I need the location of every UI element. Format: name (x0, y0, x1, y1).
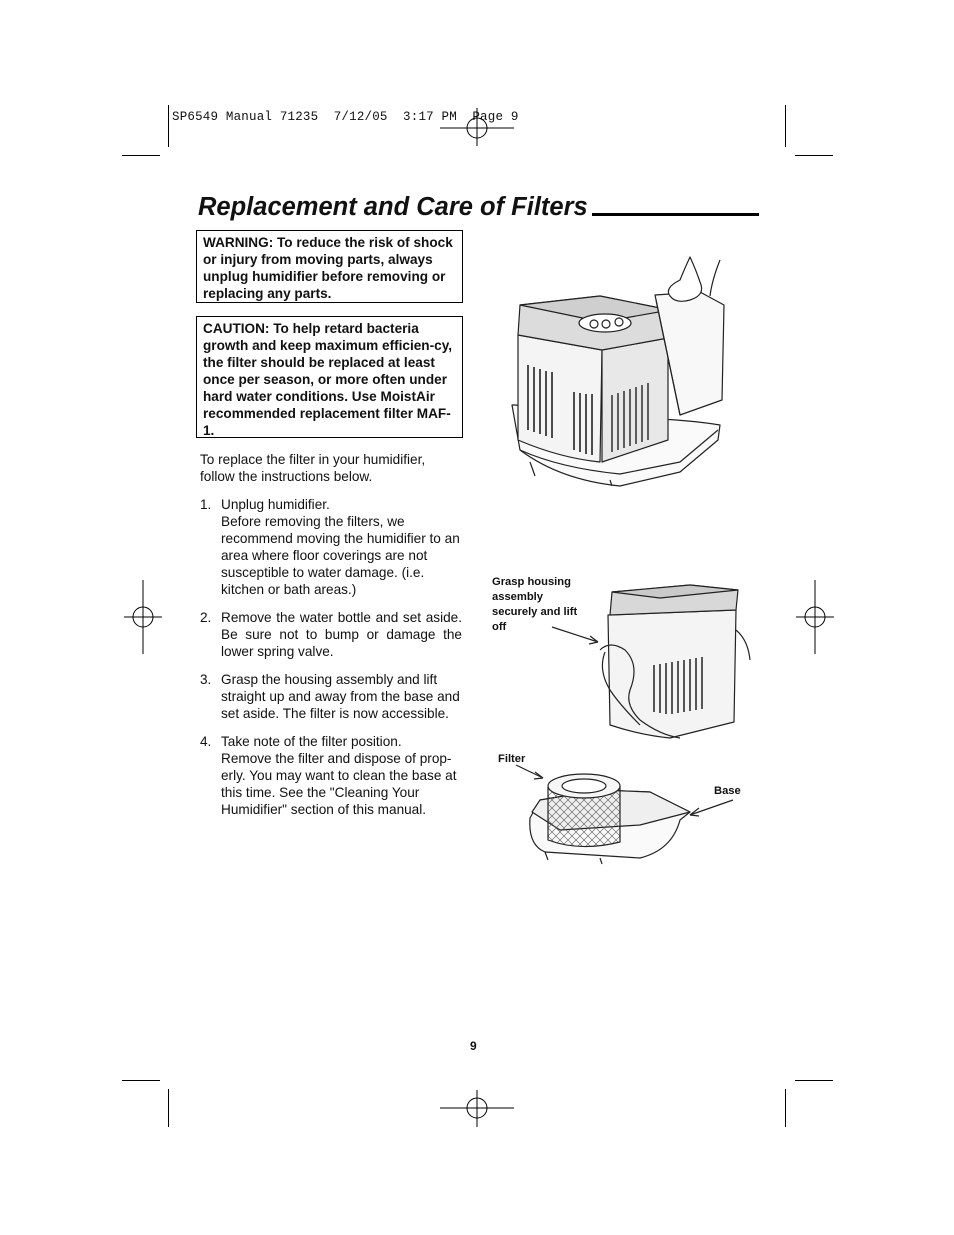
intro-text: To replace the filter in your humidifier, follow the instructions below. (200, 452, 426, 484)
filter-label: Filter (498, 753, 526, 765)
step-text: Remove the water bottle and set aside. Be sure not to bump or damage the lower spring valve. (221, 610, 462, 659)
step-number: 4. (200, 734, 212, 749)
base-label: Base (714, 785, 741, 797)
print-slug: SP6549 Manual 71235 7/12/05 3:17 PM Page 9 (172, 110, 519, 124)
caution-text: CAUTION: To help retard bacteria growth and keep maximum efficien-cy, the filter should be replaced at least once per season, or more often under hard water conditions. Use MoistAir recommended replacement filter MAF-1. (203, 321, 453, 438)
grasp-housing-label: Grasp housing assembly securely and lift off (492, 576, 578, 633)
step-number: 3. (200, 672, 212, 687)
step-lead: Take note of the filter position. (221, 734, 402, 749)
page-title: Replacement and Care of Filters (198, 193, 588, 221)
warning-text: WARNING: To reduce the risk of shock or injury from moving parts, always unplug humidifier before removing or replacing any parts. (203, 235, 453, 301)
page-number: 9 (470, 1039, 477, 1053)
step-number: 1. (200, 497, 212, 512)
step-text: Remove the filter and dispose of prop-erly. You may want to clean the base at this time. See the "Cleaning Your Humidifier" section of this manual. (221, 751, 457, 817)
step-lead: Unplug humidifier. (221, 497, 330, 512)
step-text: Grasp the housing assembly and lift straight up and away from the base and set aside. The filter is now accessible. (221, 672, 460, 721)
step-text: Before removing the filters, we recommend moving the humidifier to an area where floor coverings are not susceptible to water damage. (i.e. kitchen or bath areas.) (221, 514, 460, 597)
step-number: 2. (200, 610, 212, 625)
